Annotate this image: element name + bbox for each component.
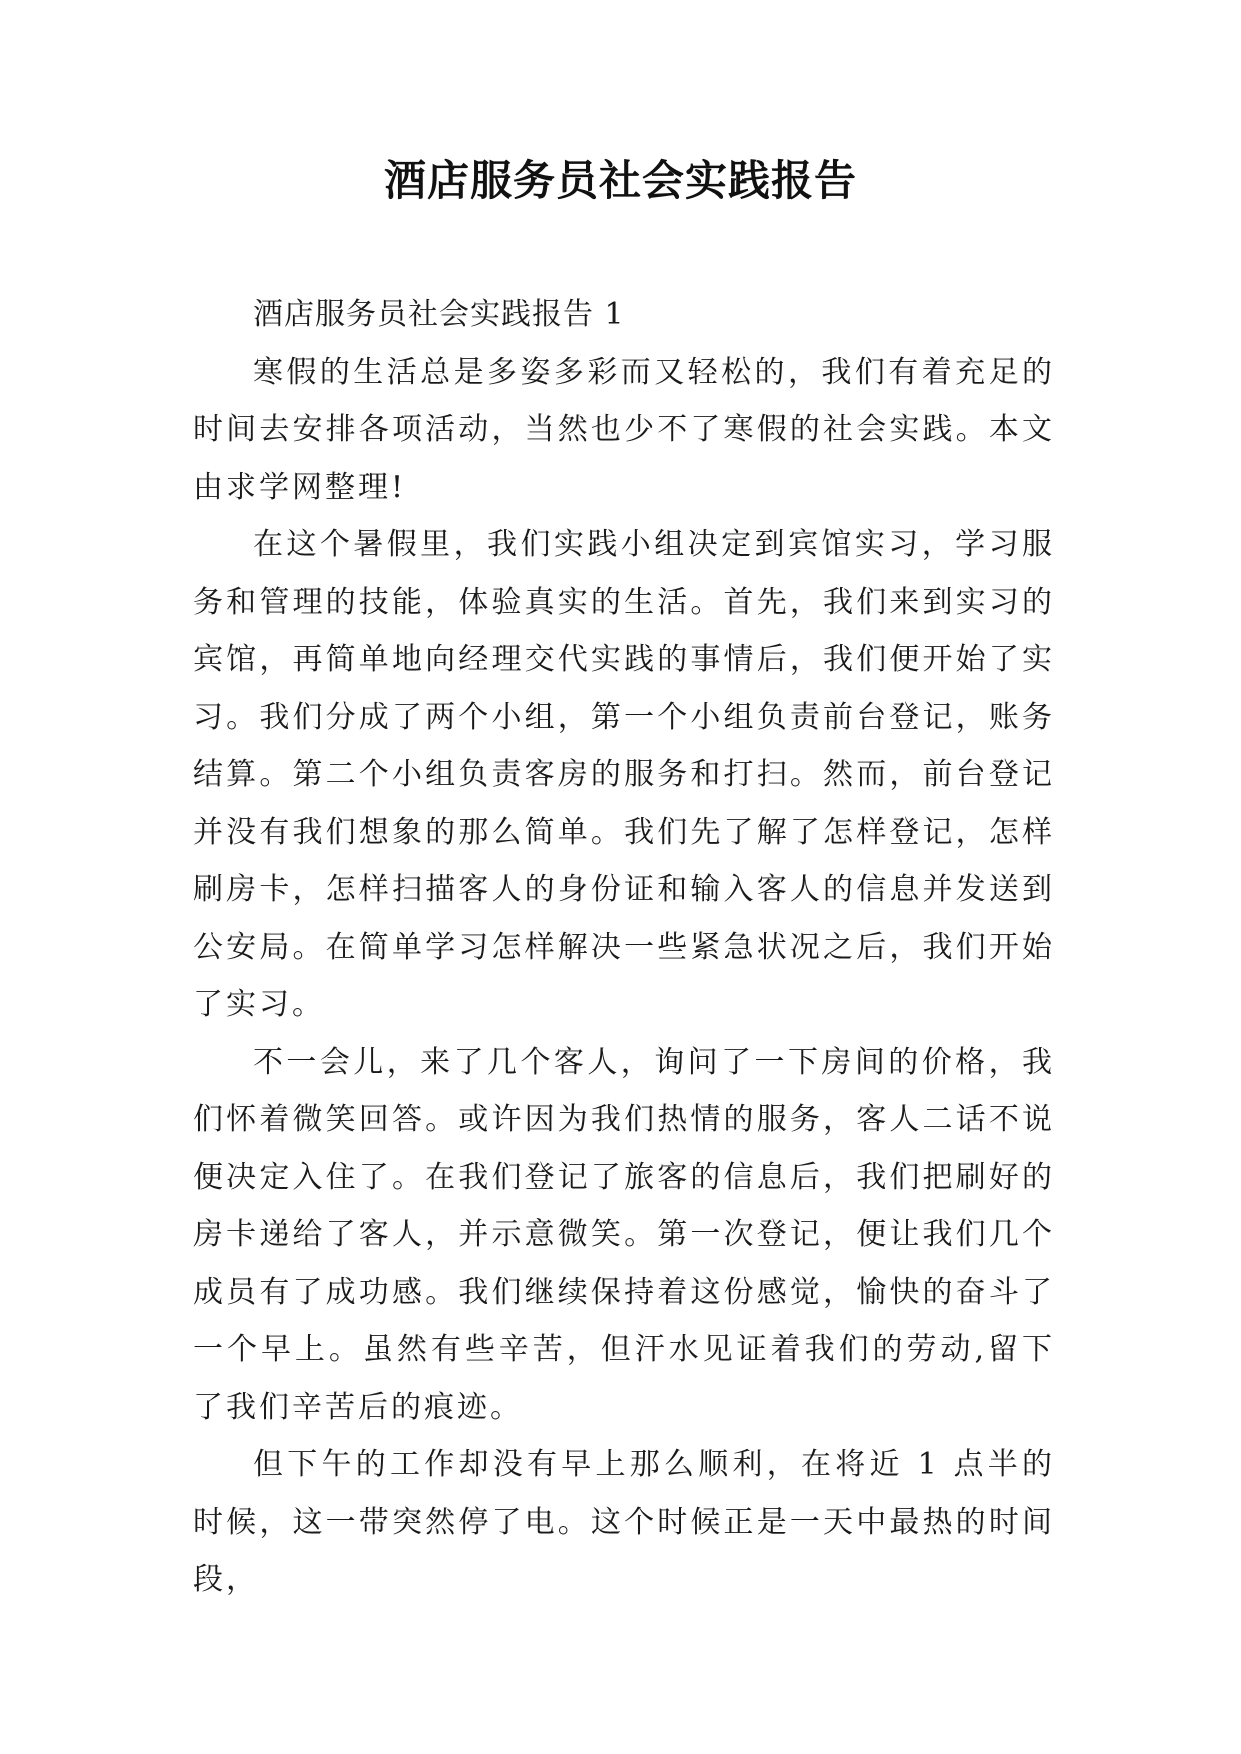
document-body (193, 286, 1055, 1609)
document-title: 酒店服务员社会实践报告 (383, 156, 857, 205)
section-heading: 酒店服务员社会实践报告 1 (253, 297, 625, 332)
paragraph-1: 寒假的生活总是多姿多彩而又轻松的，我们有着充足的时间去安排各项活动，当然也少不了寒假的社会实践。本文由求学网整理! (193, 354, 1055, 505)
paragraph-3: 不一会儿，来了几个客人，询问了一下房间的价格，我们怀着微笑回答。或许因为我们热情的服务，客人二话不说便决定入住了。在我们登记了旅客的信息后，我们把刷好的房卡递给了客人，并示意微笑。第一次登记，便让我们几个成员有了成功感。我们继续保持着这份感觉，愉快的奋斗了一个早上。虽然有些辛苦，但汗水见证着我们的劳动,留下了我们辛苦后的痕迹。 (193, 1044, 1055, 1425)
paragraph-4: 但下午的工作却没有早上那么顺利，在将近 1 点半的时候，这一带突然停了电。这个时候正是一天中最热的时间段， (193, 1447, 1055, 1597)
paragraph-2: 在这个暑假里，我们实践小组决定到宾馆实习，学习服务和管理的技能，体验真实的生活。首先，我们来到实习的宾馆，再简单地向经理交代实践的事情后，我们便开始了实习。我们分成了两个小组，第一个小组负责前台登记，账务结算。第二个小组负责客房的服务和打扫。然而，前台登记并没有我们想象的那么简单。我们先了解了怎样登记，怎样刷房卡，怎样扫描客人的身份证和输入客人的信息并发送到公安局。在简单学习怎样解决一些紧急状况之后，我们开始了实习。 (193, 527, 1055, 1022)
